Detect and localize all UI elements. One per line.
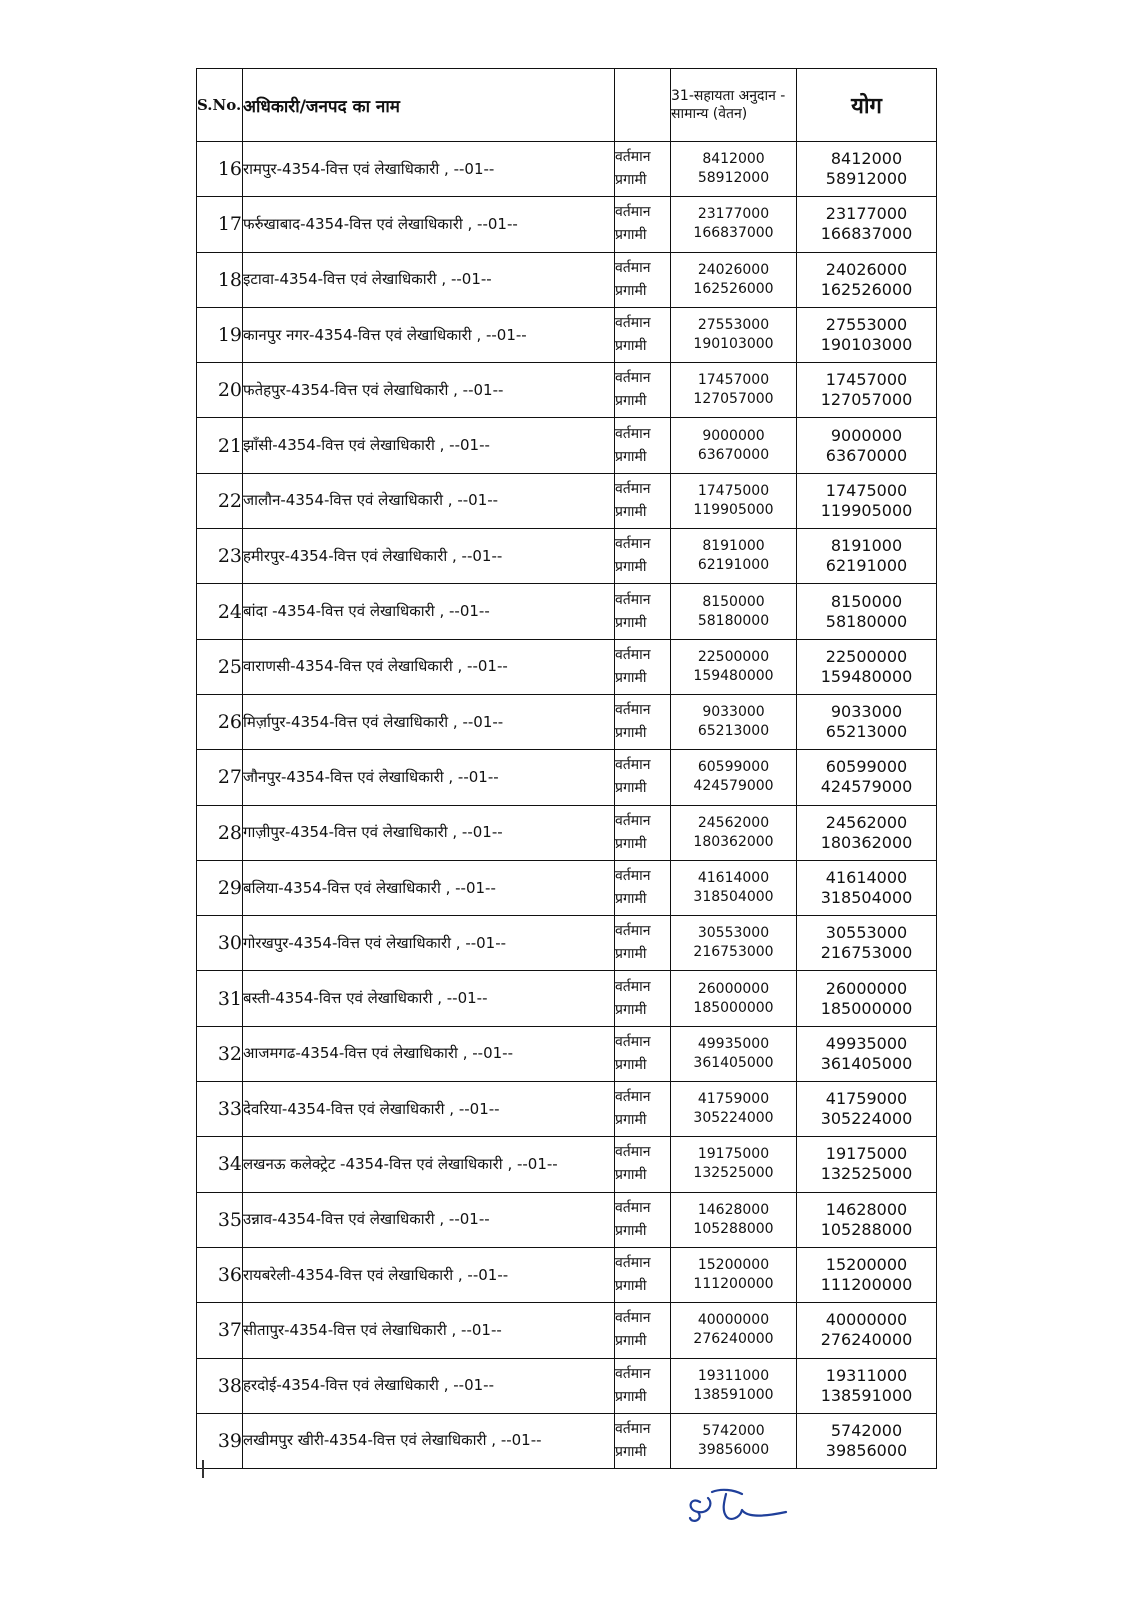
row-amount [671, 584, 797, 639]
total-current: 49935000 [825, 1033, 908, 1053]
amount-progressive: 180362000 [693, 833, 774, 850]
total-current: 8412000 [830, 149, 903, 169]
amount-progressive: 111200000 [693, 1276, 774, 1293]
label-progressive: प्रगामी [615, 1112, 647, 1129]
label-current: वर्तमान [615, 1144, 651, 1161]
row-sno: 20 [197, 363, 243, 418]
label-progressive: प्रगामी [615, 669, 647, 686]
row-total [797, 142, 937, 197]
label-current: वर्तमान [615, 757, 651, 774]
row-type-labels [615, 694, 671, 749]
label-progressive: प्रगामी [615, 1278, 647, 1295]
amount-current: 22500000 [697, 648, 770, 665]
table-row [197, 307, 937, 362]
amount-progressive: 190103000 [693, 336, 774, 353]
row-type-labels [615, 142, 671, 197]
table-row [197, 971, 937, 1026]
row-type-labels [615, 197, 671, 252]
label-progressive: प्रगामी [615, 1388, 647, 1405]
row-office-name: सीतापुर-4354-वित्त एवं लेखाधिकारी , --01-- [243, 1303, 615, 1358]
label-current: वर्तमान [615, 1199, 651, 1216]
amount-current: 26000000 [697, 980, 770, 997]
header-sno: S.No. [197, 69, 243, 142]
amount-current: 5742000 [702, 1422, 765, 1439]
total-progressive: 159480000 [820, 666, 913, 686]
total-current: 60599000 [825, 757, 908, 777]
total-progressive: 105288000 [820, 1219, 913, 1239]
amount-progressive: 127057000 [693, 391, 774, 408]
amount-progressive: 162526000 [693, 280, 774, 297]
amount-progressive: 276240000 [693, 1331, 774, 1348]
row-sno: 24 [197, 584, 243, 639]
row-amount [671, 363, 797, 418]
label-progressive: प्रगामी [615, 1333, 647, 1350]
total-progressive: 39856000 [825, 1440, 908, 1460]
table-row [197, 1358, 937, 1413]
amount-progressive: 216753000 [693, 944, 774, 961]
table-header-row [197, 69, 937, 142]
amount-progressive: 39856000 [697, 1441, 770, 1458]
row-total [797, 971, 937, 1026]
amount-current: 9000000 [702, 427, 765, 444]
row-amount [671, 1247, 797, 1302]
row-total [797, 363, 937, 418]
amount-progressive: 166837000 [693, 225, 774, 242]
total-current: 41759000 [825, 1089, 908, 1109]
total-progressive: 305224000 [820, 1109, 913, 1129]
total-current: 23177000 [825, 204, 908, 224]
row-amount [671, 916, 797, 971]
grant-table [196, 68, 937, 1469]
total-progressive: 63670000 [825, 445, 908, 465]
total-current: 17457000 [825, 370, 908, 390]
label-current: वर्तमान [615, 480, 651, 497]
row-amount [671, 639, 797, 694]
row-sno: 18 [197, 252, 243, 307]
total-current: 9033000 [830, 702, 903, 722]
table-row [197, 1082, 937, 1137]
row-amount [671, 750, 797, 805]
label-progressive: प्रगामी [615, 1443, 647, 1460]
row-total [797, 750, 937, 805]
total-progressive: 58912000 [825, 169, 908, 189]
total-progressive: 119905000 [820, 500, 913, 520]
row-sno: 16 [197, 142, 243, 197]
row-type-labels [615, 1192, 671, 1247]
total-progressive: 65213000 [825, 722, 908, 742]
table-row [197, 529, 937, 584]
total-current: 26000000 [825, 978, 908, 998]
row-sno: 28 [197, 805, 243, 860]
total-current: 27553000 [825, 315, 908, 335]
label-progressive: प्रगामी [615, 946, 647, 963]
row-sno: 31 [197, 971, 243, 1026]
row-office-name: लखीमपुर खीरी-4354-वित्त एवं लेखाधिकारी , --01-- [243, 1413, 615, 1468]
label-progressive: प्रगामी [615, 780, 647, 797]
label-current: वर्तमान [615, 868, 651, 884]
row-office-name: वाराणसी-4354-वित्त एवं लेखाधिकारी , --01-- [243, 639, 615, 694]
label-current: वर्तमान [615, 1310, 651, 1327]
row-sno: 30 [197, 916, 243, 971]
row-sno: 34 [197, 1137, 243, 1192]
table-row [197, 860, 937, 915]
row-office-name: उन्नाव-4354-वित्त एवं लेखाधिकारी , --01-- [243, 1192, 615, 1247]
label-current: वर्तमान [615, 978, 651, 995]
amount-progressive: 318504000 [693, 889, 774, 905]
row-sno: 25 [197, 639, 243, 694]
table-row [197, 1247, 937, 1302]
table-row [197, 252, 937, 307]
row-sno: 26 [197, 694, 243, 749]
row-type-labels [615, 1358, 671, 1413]
label-current: वर्तमान [615, 923, 651, 940]
row-amount [671, 142, 797, 197]
row-type-labels [615, 1303, 671, 1358]
label-current: वर्तमान [615, 425, 651, 442]
row-total [797, 584, 937, 639]
row-office-name: जौनपुर-4354-वित्त एवं लेखाधिकारी , --01-- [243, 750, 615, 805]
row-total [797, 694, 937, 749]
row-total [797, 307, 937, 362]
row-type-labels [615, 307, 671, 362]
amount-current: 17475000 [697, 482, 770, 499]
amount-progressive: 58912000 [697, 170, 770, 187]
row-type-labels [615, 916, 671, 971]
label-progressive: प्रगामी [615, 891, 647, 907]
label-progressive: प्रगामी [615, 282, 647, 299]
row-amount [671, 694, 797, 749]
row-amount [671, 307, 797, 362]
label-current: वर्तमान [615, 536, 651, 553]
table-row [197, 1192, 937, 1247]
row-sno: 23 [197, 529, 243, 584]
table-row [197, 694, 937, 749]
total-current: 8150000 [830, 591, 903, 611]
amount-current: 60599000 [697, 759, 770, 776]
row-sno: 32 [197, 1026, 243, 1081]
row-total [797, 529, 937, 584]
label-current: वर्तमान [615, 149, 651, 166]
row-total [797, 1192, 937, 1247]
row-type-labels [615, 639, 671, 694]
amount-progressive: 159480000 [693, 667, 774, 684]
label-current: वर्तमान [615, 646, 651, 663]
total-progressive: 276240000 [820, 1330, 913, 1350]
header-name: अधिकारी/जनपद का नाम [243, 69, 615, 142]
total-progressive: 132525000 [820, 1164, 913, 1184]
table-row [197, 473, 937, 528]
total-current: 8191000 [830, 536, 903, 556]
amount-progressive: 185000000 [693, 999, 774, 1016]
row-amount [671, 1082, 797, 1137]
label-current: वर्तमान [615, 591, 651, 608]
row-total [797, 1358, 937, 1413]
label-current: वर्तमान [615, 204, 651, 221]
label-progressive: प्रगामी [615, 1056, 647, 1073]
label-current: वर्तमान [615, 1089, 651, 1106]
amount-current: 24026000 [697, 261, 770, 278]
label-current: वर्तमान [615, 1033, 651, 1050]
row-amount [671, 1026, 797, 1081]
row-amount [671, 1137, 797, 1192]
row-type-labels [615, 1137, 671, 1192]
row-sno: 35 [197, 1192, 243, 1247]
table-row [197, 916, 937, 971]
row-office-name: झाँसी-4354-वित्त एवं लेखाधिकारी , --01-- [243, 418, 615, 473]
row-amount [671, 473, 797, 528]
row-sno: 27 [197, 750, 243, 805]
row-type-labels [615, 750, 671, 805]
row-office-name: इटावा-4354-वित्त एवं लेखाधिकारी , --01-- [243, 252, 615, 307]
amount-current: 8412000 [702, 151, 765, 168]
total-progressive: 62191000 [825, 556, 908, 576]
row-amount [671, 1192, 797, 1247]
row-type-labels [615, 529, 671, 584]
table-row [197, 750, 937, 805]
amount-current: 40000000 [697, 1312, 770, 1329]
row-type-labels [615, 418, 671, 473]
row-total [797, 1137, 937, 1192]
label-current: वर्तमान [615, 315, 651, 332]
total-progressive: 424579000 [820, 777, 913, 797]
amount-progressive: 424579000 [693, 778, 774, 795]
amount-current: 19311000 [697, 1367, 770, 1384]
table-row [197, 363, 937, 418]
label-progressive: प्रगामी [615, 725, 647, 742]
amount-progressive: 305224000 [693, 1110, 774, 1127]
table-body [197, 142, 937, 1469]
row-sno: 22 [197, 473, 243, 528]
row-amount [671, 1413, 797, 1468]
header-amount: 31-सहायता अनुदान - सामान्य (वेतन) [671, 69, 797, 142]
row-type-labels [615, 971, 671, 1026]
table-row [197, 1303, 937, 1358]
row-office-name: देवरिया-4354-वित्त एवं लेखाधिकारी , --01-- [243, 1082, 615, 1137]
amount-current: 27553000 [697, 317, 770, 334]
label-current: वर्तमान [615, 702, 651, 719]
amount-current: 41614000 [697, 870, 770, 886]
row-office-name: रायबरेली-4354-वित्त एवं लेखाधिकारी , --01-- [243, 1247, 615, 1302]
row-total [797, 1303, 937, 1358]
total-progressive: 190103000 [820, 335, 913, 355]
total-current: 9000000 [830, 425, 903, 445]
amount-current: 15200000 [697, 1257, 770, 1274]
label-progressive: प्रगामी [615, 172, 647, 189]
total-current: 40000000 [825, 1310, 908, 1330]
row-total [797, 1413, 937, 1468]
row-office-name: हरदोई-4354-वित्त एवं लेखाधिकारी , --01-- [243, 1358, 615, 1413]
total-progressive: 361405000 [820, 1053, 913, 1073]
signature-initials [682, 1484, 790, 1528]
row-amount [671, 805, 797, 860]
table-row [197, 1026, 937, 1081]
amount-progressive: 132525000 [693, 1165, 774, 1182]
amount-progressive: 105288000 [693, 1220, 774, 1237]
row-type-labels [615, 252, 671, 307]
label-progressive: प्रगामी [615, 559, 647, 576]
row-office-name: बस्ती-4354-वित्त एवं लेखाधिकारी , --01-- [243, 971, 615, 1026]
label-progressive: प्रगामी [615, 338, 647, 355]
row-office-name: मिर्ज़ापुर-4354-वित्त एवं लेखाधिकारी , --01-- [243, 694, 615, 749]
label-current: वर्तमान [615, 370, 651, 387]
amount-current: 8150000 [702, 593, 765, 610]
row-total [797, 418, 937, 473]
row-amount [671, 1303, 797, 1358]
row-office-name: रामपुर-4354-वित्त एवं लेखाधिकारी , --01-- [243, 142, 615, 197]
total-progressive: 162526000 [820, 279, 913, 299]
table-row [197, 1413, 937, 1468]
table-row [197, 418, 937, 473]
row-total [797, 860, 937, 915]
row-amount [671, 529, 797, 584]
row-total [797, 197, 937, 252]
row-sno: 17 [197, 197, 243, 252]
table-row [197, 584, 937, 639]
total-current: 5742000 [830, 1420, 903, 1440]
amount-progressive: 138591000 [693, 1386, 774, 1403]
row-office-name: फतेहपुर-4354-वित्त एवं लेखाधिकारी , --01-- [243, 363, 615, 418]
row-office-name: जालौन-4354-वित्त एवं लेखाधिकारी , --01-- [243, 473, 615, 528]
total-current: 14628000 [825, 1199, 908, 1219]
row-amount [671, 1358, 797, 1413]
row-total [797, 916, 937, 971]
amount-progressive: 361405000 [693, 1054, 774, 1071]
total-current: 24026000 [825, 259, 908, 279]
row-office-name: लखनऊ कलेक्ट्रेट -4354-वित्त एवं लेखाधिकारी , --01-- [243, 1137, 615, 1192]
table-row [197, 639, 937, 694]
row-type-labels [615, 1413, 671, 1468]
row-type-labels [615, 1082, 671, 1137]
label-current: वर्तमान [615, 812, 651, 829]
amount-progressive: 58180000 [697, 612, 770, 629]
row-sno: 33 [197, 1082, 243, 1137]
amount-progressive: 119905000 [693, 501, 774, 518]
label-progressive: प्रगामी [615, 503, 647, 520]
total-progressive: 185000000 [820, 998, 913, 1018]
amount-current: 17457000 [697, 372, 770, 389]
row-total [797, 1247, 937, 1302]
row-type-labels [615, 860, 671, 915]
row-office-name: गाज़ीपुर-4354-वित्त एवं लेखाधिकारी , --01-- [243, 805, 615, 860]
total-current: 17475000 [825, 480, 908, 500]
row-type-labels [615, 473, 671, 528]
row-total [797, 473, 937, 528]
row-amount [671, 197, 797, 252]
row-office-name: बलिया-4354-वित्त एवं लेखाधिकारी , --01-- [243, 860, 615, 915]
total-progressive: 138591000 [820, 1385, 913, 1405]
label-current: वर्तमान [615, 1365, 651, 1382]
row-office-name: हमीरपुर-4354-वित्त एवं लेखाधिकारी , --01-- [243, 529, 615, 584]
amount-current: 19175000 [697, 1146, 770, 1163]
total-current: 41614000 [825, 868, 908, 887]
total-current: 15200000 [825, 1255, 908, 1275]
amount-current: 24562000 [697, 814, 770, 831]
row-type-labels [615, 1026, 671, 1081]
label-progressive: प्रगामी [615, 1167, 647, 1184]
table-row [197, 197, 937, 252]
amount-current: 14628000 [697, 1201, 770, 1218]
total-current: 24562000 [825, 812, 908, 832]
amount-current: 41759000 [697, 1091, 770, 1108]
amount-current: 30553000 [697, 925, 770, 942]
row-office-name: आजमगढ-4354-वित्त एवं लेखाधिकारी , --01-- [243, 1026, 615, 1081]
amount-progressive: 63670000 [697, 446, 770, 463]
row-type-labels [615, 363, 671, 418]
amount-current: 8191000 [702, 538, 765, 555]
row-type-labels [615, 1247, 671, 1302]
total-current: 19311000 [825, 1365, 908, 1385]
amount-progressive: 65213000 [697, 723, 770, 740]
row-amount [671, 860, 797, 915]
label-progressive: प्रगामी [615, 835, 647, 852]
label-progressive: प्रगामी [615, 1222, 647, 1239]
row-amount [671, 252, 797, 307]
row-total [797, 1082, 937, 1137]
label-progressive: प्रगामी [615, 448, 647, 465]
row-sno: 39 [197, 1413, 243, 1468]
amount-progressive: 62191000 [697, 557, 770, 574]
label-progressive: प्रगामी [615, 1001, 647, 1018]
row-office-name: गोरखपुर-4354-वित्त एवं लेखाधिकारी , --01-- [243, 916, 615, 971]
label-current: वर्तमान [615, 259, 651, 276]
row-office-name: बांदा -4354-वित्त एवं लेखाधिकारी , --01-- [243, 584, 615, 639]
header-total: योग [797, 69, 937, 142]
row-sno: 36 [197, 1247, 243, 1302]
total-progressive: 111200000 [820, 1275, 913, 1295]
row-amount [671, 418, 797, 473]
table-row [197, 1137, 937, 1192]
row-total [797, 252, 937, 307]
row-sno: 21 [197, 418, 243, 473]
amount-current: 49935000 [697, 1035, 770, 1052]
label-progressive: प्रगामी [615, 227, 647, 244]
row-sno: 29 [197, 860, 243, 915]
total-progressive: 166837000 [820, 224, 913, 244]
table-row [197, 142, 937, 197]
row-total [797, 1026, 937, 1081]
label-progressive: प्रगामी [615, 393, 647, 410]
header-type [615, 69, 671, 142]
total-current: 19175000 [825, 1144, 908, 1164]
row-total [797, 805, 937, 860]
amount-current: 9033000 [702, 704, 765, 721]
row-sno: 38 [197, 1358, 243, 1413]
total-current: 30553000 [825, 923, 908, 943]
total-progressive: 180362000 [820, 832, 913, 852]
table-row [197, 805, 937, 860]
row-office-name: फर्रुखाबाद-4354-वित्त एवं लेखाधिकारी , --01-- [243, 197, 615, 252]
total-progressive: 318504000 [820, 888, 913, 907]
row-type-labels [615, 805, 671, 860]
label-progressive: प्रगामी [615, 614, 647, 631]
row-amount [671, 971, 797, 1026]
row-type-labels [615, 584, 671, 639]
row-sno: 37 [197, 1303, 243, 1358]
label-current: वर्तमान [615, 1420, 651, 1437]
total-current: 22500000 [825, 646, 908, 666]
amount-current: 23177000 [697, 206, 770, 223]
total-progressive: 127057000 [820, 390, 913, 410]
row-total [797, 639, 937, 694]
row-sno: 19 [197, 307, 243, 362]
total-progressive: 216753000 [820, 943, 913, 963]
total-progressive: 58180000 [825, 611, 908, 631]
label-current: वर्तमान [615, 1255, 651, 1272]
table-tail-line [202, 1460, 204, 1478]
row-office-name: कानपुर नगर-4354-वित्त एवं लेखाधिकारी , --01-- [243, 307, 615, 362]
